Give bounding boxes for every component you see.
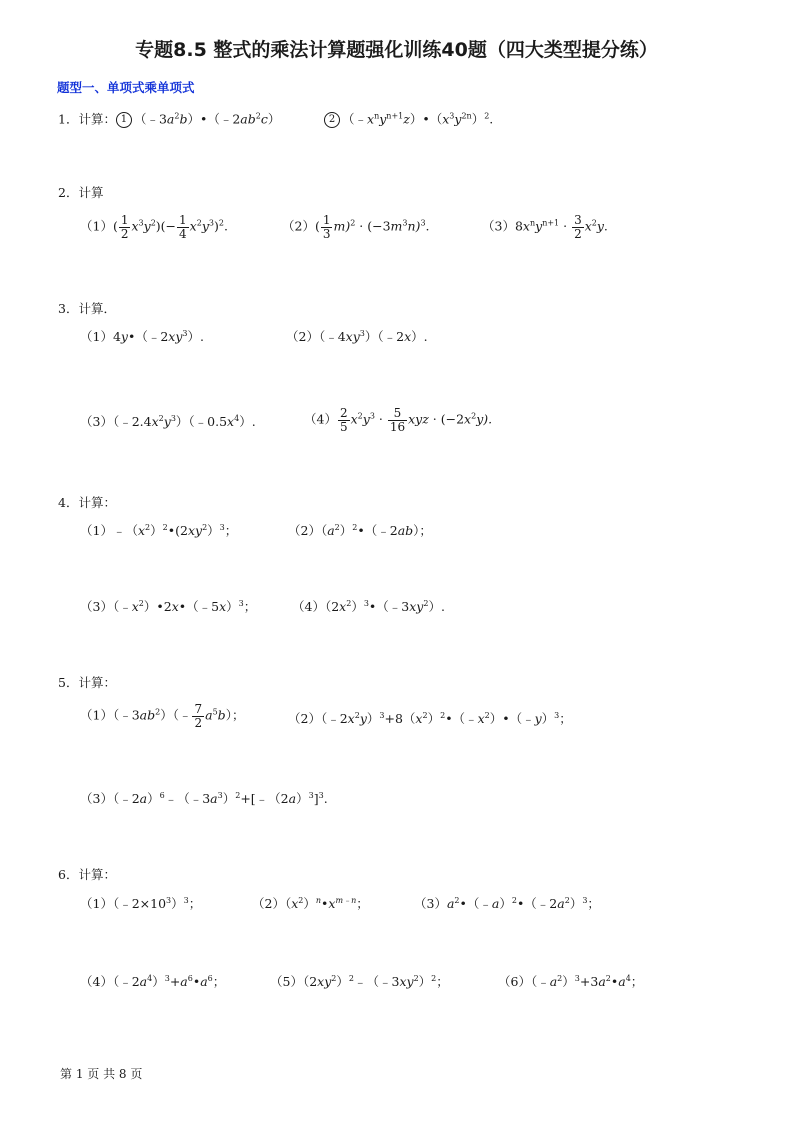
question-4-number: 4．计算：	[58, 495, 116, 510]
section-heading: 题型一、单项式乘单项式	[57, 80, 195, 95]
fraction: $\frac{2}{5}$	[339, 406, 348, 434]
question-6-part-3: $(3)a^2•(﹣a)^2•(﹣2a^2)^3$；	[414, 896, 600, 911]
question-4-part-1: $(1)﹣(x^2)^2•(2xy^2)^3$；	[80, 523, 238, 538]
question-6-part-4: $(4)(﹣2a^4)^3+a^6•a^6$；	[80, 974, 226, 989]
fraction: $\frac{5}{16}$	[389, 406, 406, 434]
question-4-part-2: $(2)(a^2)^2•(﹣2ab)$；	[288, 523, 432, 538]
question-4-part-4: $(4)(2x^2)^3•(﹣3xy^2)$.	[292, 599, 445, 614]
question-6-part-6: $(6)(﹣a^2)^3+3a^2•a^4$；	[498, 974, 644, 989]
question-1: 1．计算： 1 $(﹣3a^2b)•(﹣2ab^2c)$	[58, 111, 281, 127]
fraction: $\frac{1}{2}$	[120, 213, 129, 241]
fraction: $\frac{1}{4}$	[179, 213, 187, 241]
question-6-part-2: $(2)(x^2)^n•x^{m﹣n}$；	[252, 896, 369, 911]
page-title: 专题8.5 整式的乘法计算题强化训练40题（四大类型提分练）	[135, 39, 658, 61]
question-5-part-3: $(3)(﹣2a)^6﹣(﹣3a^3)^2+[﹣(2a)^3]^3$.	[80, 791, 328, 806]
question-5-number: 5．计算：	[58, 675, 116, 690]
circled-number: 2	[324, 112, 340, 128]
question-6-part-1: $(1)(﹣2\times 10^3)^3$；	[80, 896, 202, 911]
question-3-part-4: （4） $\frac{2}{5}$ $x^2y^3$ · $\frac{5}{16}$ xyz · $(-2x^2y)$.	[304, 406, 493, 434]
fraction: $\frac{1}{3}$	[322, 213, 331, 241]
question-number: 1．计算：	[58, 111, 116, 127]
question-5-part-1: $(1)(﹣3ab^2)(﹣$ $\frac{7}{2}$ $a^5b$）；	[80, 702, 245, 730]
question-2-part-1: （1）( $\frac{1}{2}$ $x^3y^2)(-$ $\frac{1}{4}$ $x^2y^3)^2$.	[80, 213, 228, 241]
question-5-part-2: $(2)(﹣2x^2y)^3+8(x^2)^2•(﹣x^2)•(﹣y)^3$；	[288, 711, 572, 726]
question-3-part-3: $(3)(﹣2.4x^2y^3)(﹣0.5x^4)$.	[80, 414, 256, 429]
question-2-part-2: （2）( $\frac{1}{3}$ $m)^2 \cdot (-3m^3n)^3$.	[282, 213, 430, 241]
fraction: $\frac{3}{2}$	[574, 213, 582, 241]
question-2-part-3: $(3)8x^ny^{n+1}$ · $\frac{3}{2}$ $x^2y$.	[482, 213, 608, 241]
question-3-part-1: $(1)4y•(﹣2xy^3)$.	[80, 329, 204, 344]
question-1-part-2: 2 $(﹣x^ny^{n+1}z)•(x^3y^{2n})^2$.	[324, 112, 493, 128]
question-6-number: 6．计算：	[58, 867, 116, 882]
question-6-part-5: $(5)(2xy^2)^2﹣(﹣3xy^2)^2$；	[270, 974, 449, 989]
circled-number: 1	[116, 112, 132, 128]
page-footer: 第 1 页 共 8 页	[60, 1067, 143, 1081]
question-3-number: 3．计算．	[58, 301, 116, 316]
question-3-part-2: $(2)(﹣4xy^3)(﹣2x)$.	[286, 329, 428, 344]
question-4-part-3: $(3)(﹣x^2)•2x•(﹣5x)^3$；	[80, 599, 257, 614]
fraction: $\frac{7}{2}$	[194, 702, 203, 730]
question-2-number: 2．计算	[58, 185, 104, 200]
